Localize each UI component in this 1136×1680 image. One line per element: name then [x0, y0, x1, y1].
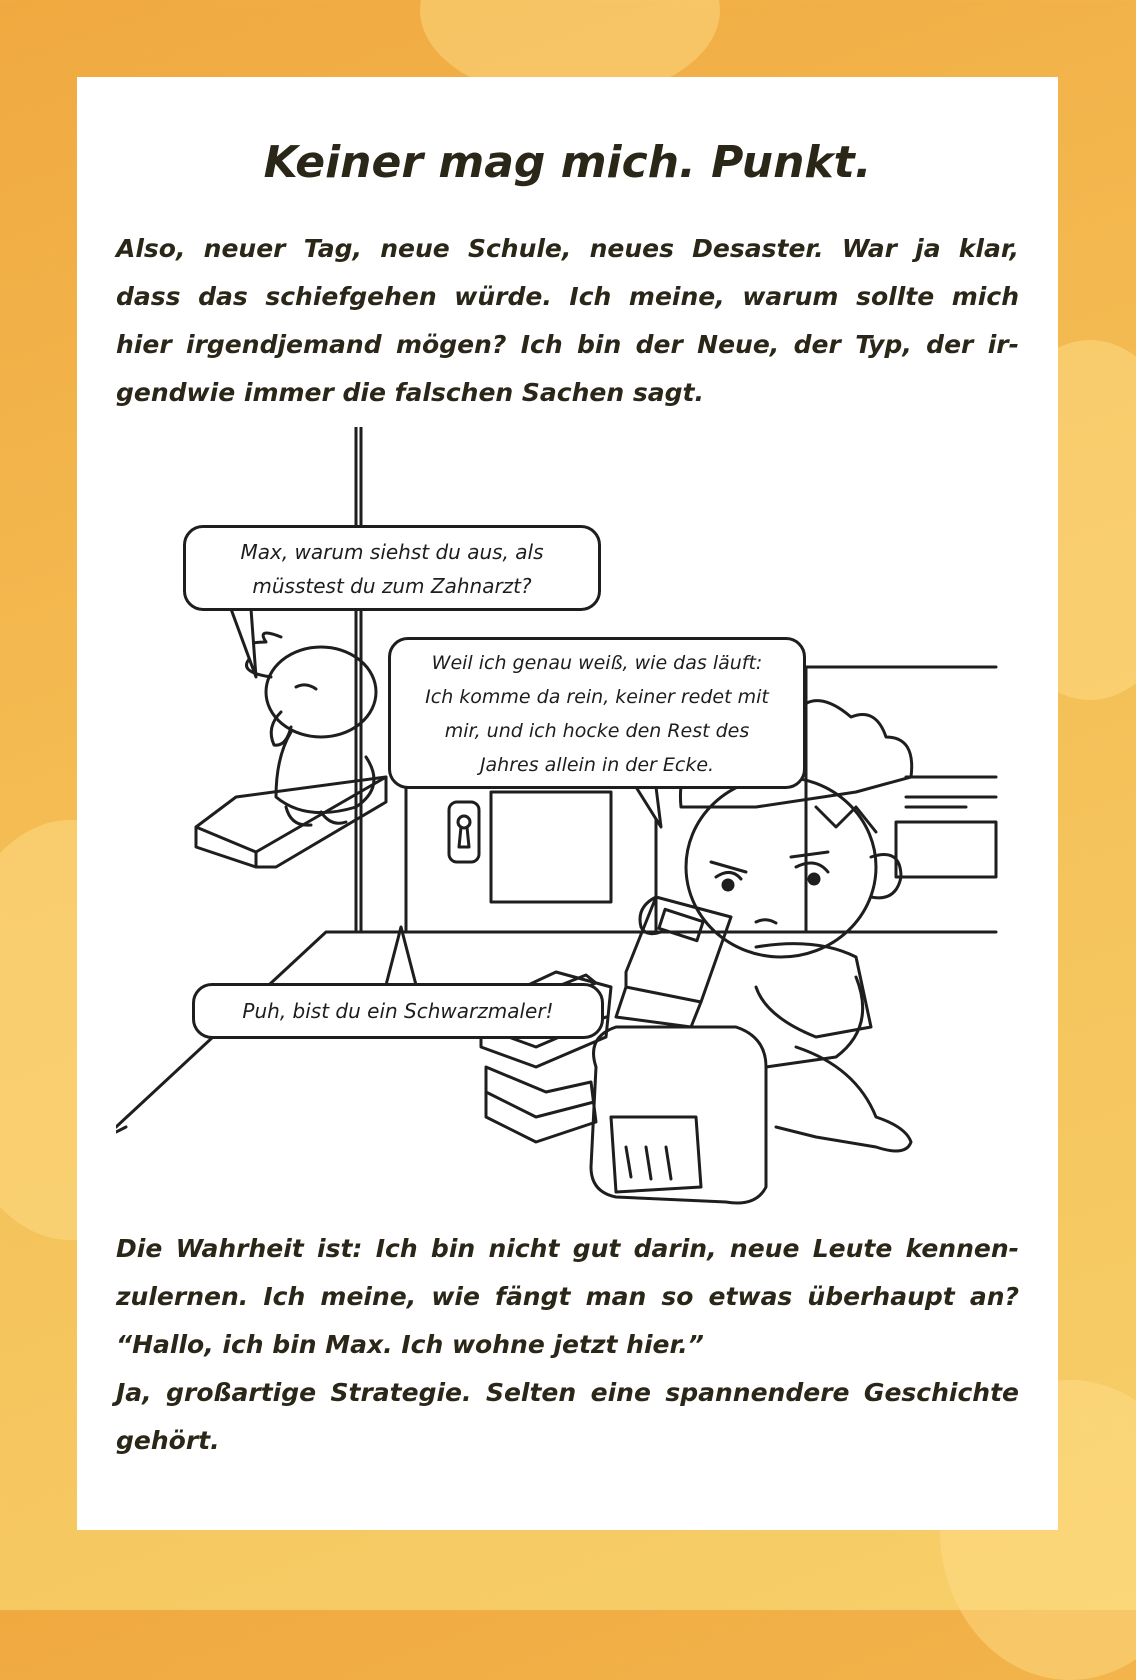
shelf	[896, 822, 996, 877]
backpack	[591, 1027, 766, 1203]
bubble-line: Jahres allein in der Ecke.	[479, 754, 715, 776]
bird-eye	[296, 685, 316, 689]
floor-line	[116, 1127, 126, 1132]
bubble-line: Puh, bist du ein Schwarzmaler!	[242, 999, 554, 1023]
speech-bubble-bird-question	[183, 525, 601, 611]
door-panel	[491, 792, 611, 902]
book-stack	[486, 1092, 594, 1117]
bubble-line: Ich komme da rein, keiner redet mit	[425, 686, 769, 708]
bubble-tail	[231, 609, 256, 677]
bubble-line: Max, warum siehst du aus, als	[240, 540, 544, 564]
outro-line: Die Wahrheit ist: Ich bin nicht gut darin, neue Leute kennen-	[116, 1234, 1019, 1263]
intro-line: dass das schiefgehen würde. Ich meine, warum sollte mich	[116, 282, 1019, 311]
backpack-pocket	[611, 1117, 701, 1192]
wooden-block	[196, 827, 256, 867]
story-page	[77, 77, 1058, 1530]
speech-bubble-max-answer	[388, 637, 806, 789]
keyhole	[459, 827, 469, 847]
backpack-pocket	[626, 1147, 671, 1179]
cabinet	[806, 667, 996, 697]
boy-eye	[723, 880, 733, 890]
bubble-tail	[386, 927, 416, 985]
outro-paragraph	[116, 1225, 1019, 1465]
keyhole-plate	[449, 802, 479, 862]
bubble-line: mir, und ich hocke den Rest des	[444, 720, 750, 742]
page-title: Keiner mag mich. Punkt.	[263, 137, 872, 188]
outro-line: zulernen. Ich meine, wie fängt man so etwas überhaupt an?	[116, 1282, 1019, 1311]
outro-line: gehört.	[116, 1426, 220, 1455]
speech-bubble-bird-reply	[192, 983, 604, 1039]
bubble-line: Weil ich genau weiß, wie das läuft:	[431, 652, 763, 674]
intro-line: Also, neuer Tag, neue Schule, neues Desaster. War ja klar,	[116, 234, 1019, 263]
bird-body	[276, 732, 374, 813]
intro-line: hier irgendjemand mögen? Ich bin der Neue, der Typ, der ir-	[116, 330, 1019, 359]
outro-line: Ja, großartige Strategie. Selten eine spannendere Geschichte	[116, 1378, 1019, 1407]
boy-eye	[809, 874, 819, 884]
intro-line: gendwie immer die falschen Sachen sagt.	[116, 378, 704, 407]
outro-line: “Hallo, ich bin Max. Ich wohne jetzt hier.”	[116, 1330, 704, 1359]
intro-paragraph	[116, 225, 1019, 417]
bubble-tail	[636, 787, 661, 827]
book-label	[659, 909, 703, 940]
bubble-line: müsstest du zum Zahnarzt?	[252, 574, 532, 598]
comic-panel	[116, 427, 1021, 1207]
boy-mouth	[756, 920, 776, 923]
shelf	[906, 777, 996, 807]
